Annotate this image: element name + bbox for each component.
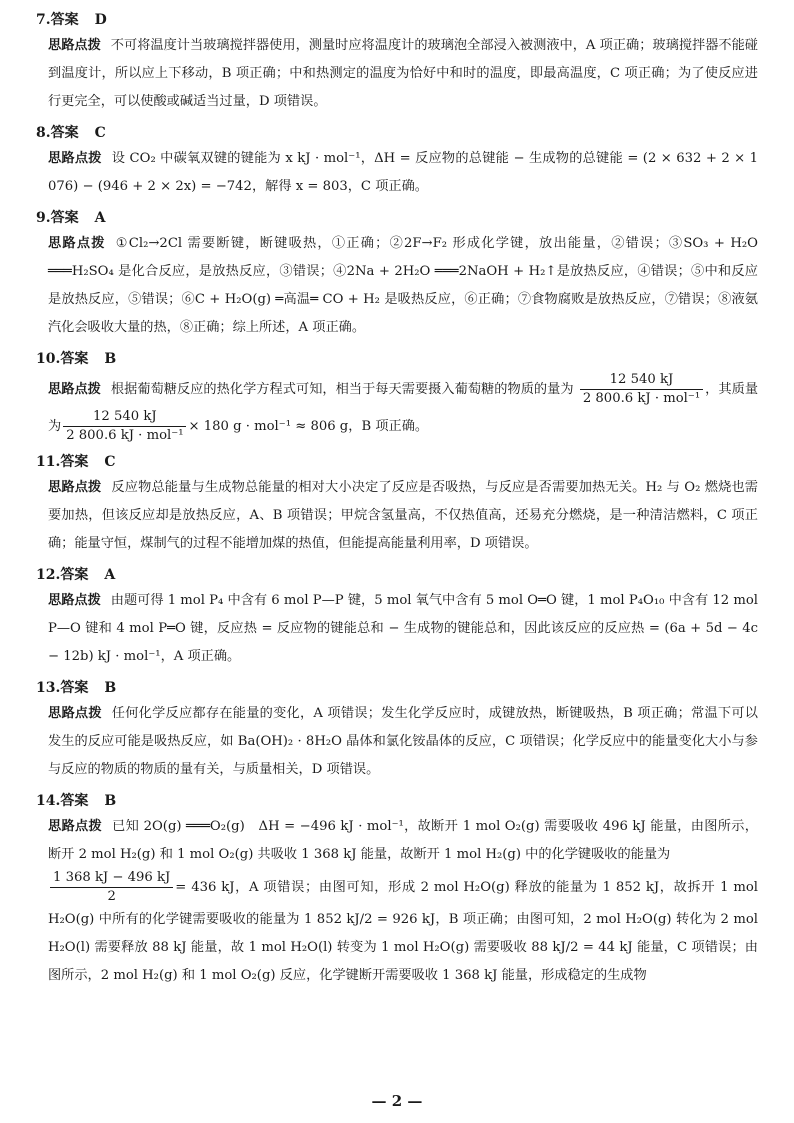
fraction [50,869,173,906]
analysis-text: 已知 2O(g) ═══O₂(g) ΔH = −496 kJ · mol⁻¹，故断开 1 mol O₂(g) 需要吸收 496 kJ 能量，由图所示，断开 2 mol H₂(g) 和 1 mol O₂(g) 共吸收 1 368 kJ 能量，故断开 1 mol H₂(g) 中的化学键吸收的能量为 [48,819,758,862]
question-number: 12. [36,567,61,583]
answer-value: B [104,351,117,367]
question-9 [36,206,758,342]
fraction [580,371,703,408]
answer-label: 答案 [60,351,89,367]
analysis-label: 思路点拨 [48,236,106,251]
question-number: 7. [36,12,51,28]
fraction-denominator: 2 800.6 kJ · mol⁻¹ [66,428,184,443]
analysis-text: 任何化学反应都存在能量的变化，A 项错误；发生化学反应时，成键放热，断键吸热，B 项正确；常温下可以发生的反应可能是吸热反应，如 Ba(OH)₂ · 8H₂O 晶体和氯化铵晶体的反应，C 项错误；化学反应中的能量变化大小与参与反应的物质的物质的量有关，与质量相关，D 项错误。 [48,706,758,777]
answer-value: B [104,793,117,809]
analysis-label: 思路点拨 [48,480,102,495]
question-number: 9. [36,210,51,226]
question-13 [36,676,758,784]
analysis-text-tail: × 180 g · mol⁻¹ ≈ 806 g，B 项正确。 [188,419,429,434]
answer-label: 答案 [60,567,89,583]
analysis-text-mid: ，其质量为 [48,382,759,434]
fraction-numerator: 1 368 kJ − 496 kJ [50,869,173,888]
fraction-numerator: 12 540 kJ [580,371,703,390]
answer-value: A [104,567,116,583]
question-number: 13. [36,680,61,696]
question-number: 8. [36,125,51,141]
fraction [63,408,186,445]
answer-label: 答案 [60,680,89,696]
answer-value: B [104,680,117,696]
analysis-label: 思路点拨 [48,382,101,397]
answer-value: A [94,210,106,226]
analysis-text: 不可将温度计当玻璃搅拌器使用，测量时应将温度计的玻璃泡全部浸入被测液中，A 项正确；玻璃搅拌器不能碰到温度计，所以应上下移动，B 项正确；中和热测定的温度为恰好中和时的温度，即最高温度，C 项正确；为了使反应进行更完全，可以使酸或碱适当过量，D 项错误。 [48,38,758,109]
answer-label: 答案 [50,125,79,141]
answer-label: 答案 [50,210,79,226]
fraction-denominator: 2 800.6 kJ · mol⁻¹ [582,391,701,406]
fraction-denominator: 2 [107,889,116,904]
analysis-text: 反应物总能量与生成物总能量的相对大小决定了反应是否吸热，与反应是否需要加热无关。H₂ 与 O₂ 燃烧也需要加热，但该反应却是放热反应，A、B 项错误；甲烷含氢量高，不仅热值高，还易充分燃烧，是一种清洁燃料，C 项正确；能量守恒，煤制气的过程不能增加煤的热值，但能提高能量利用率，D 项错误。 [48,480,758,551]
answer-label: 答案 [60,454,89,470]
answer-value: C [94,125,106,141]
answer-label: 答案 [50,12,79,28]
question-number: 10. [36,351,61,367]
answer-value: D [94,12,107,28]
question-7 [36,8,758,116]
analysis-label: 思路点拨 [48,706,102,721]
question-8 [36,121,758,201]
answer-label: 答案 [60,793,89,809]
analysis-text: ①Cl₂→2Cl 需要断键，断键吸热，①正确；②2F→F₂ 形成化学键，放出能量，②错误；③SO₃ + H₂O ═══H₂SO₄ 是化合反应，是放热反应，③错误；④2Na + 2H₂O ═══2NaOH + H₂↑是放热反应，④错误；⑤中和反应是放热反应，⑤错误；⑥C + H₂O(g) ═高温═ CO + H₂ 是吸热反应，⑥正确；⑦食物腐败是放热反应，⑦错误；⑧液氨汽化会吸收大量的热，⑧正确；综上所述，A 项正确。 [48,236,758,335]
page-number: — 2 — [371,1092,423,1110]
question-10 [36,347,758,445]
analysis-text: 设 CO₂ 中碳氧双键的键能为 x kJ · mol⁻¹，ΔH = 反应物的总键能 − 生成物的总键能 = (2 × 632 + 2 × 1 076) − (946 + 2 × 2x) = −742，解得 x = 803，C 项正确。 [48,151,758,194]
question-number: 11. [36,454,61,470]
analysis-label: 思路点拨 [48,38,101,53]
answer-value: C [104,454,116,470]
question-11 [36,450,758,558]
analysis-text: 根据葡萄糖反应的热化学方程式可知，相当于每天需要摄入葡萄糖的物质的量为 [110,382,574,397]
question-14 [36,789,758,990]
analysis-text-tail: = 436 kJ，A 项错误；由图可知，形成 2 mol H₂O(g) 释放的能量为 1 852 kJ，故拆开 1 mol H₂O(g) 中所有的化学键需要吸收的能量为 1 852 kJ/2 = 926 kJ，B 项正确；由图可知，2 mol H₂O(g) 转化为 2 mol H₂O(l) 需要释放 88 kJ 能量，故 1 mol H₂O(l) 转变为 1 mol H₂O(g) 需要吸收 88 kJ/2 = 44 kJ 能量，C 项错误；由图所示，2 mol H₂(g) 和 1 mol O₂(g) 反应，化学键断开需要吸收 1 368 kJ 能量，形成稳定的生成物 [48,880,758,983]
fraction-numerator: 12 540 kJ [63,408,186,427]
question-12 [36,563,758,671]
analysis-label: 思路点拨 [48,593,101,608]
analysis-label: 思路点拨 [48,151,102,166]
analysis-text: 由题可得 1 mol P₄ 中含有 6 mol P—P 键，5 mol 氧气中含有 5 mol O═O 键，1 mol P₄O₁₀ 中含有 12 mol P—O 键和 4 mol P═O 键，反应热 = 反应物的键能总和 − 生成物的键能总和，因此该反应的反应热 = (6a + 5d − 4c − 12b) kJ · mol⁻¹，A 项正确。 [48,593,758,664]
question-number: 14. [36,793,61,809]
analysis-label: 思路点拨 [48,819,103,834]
